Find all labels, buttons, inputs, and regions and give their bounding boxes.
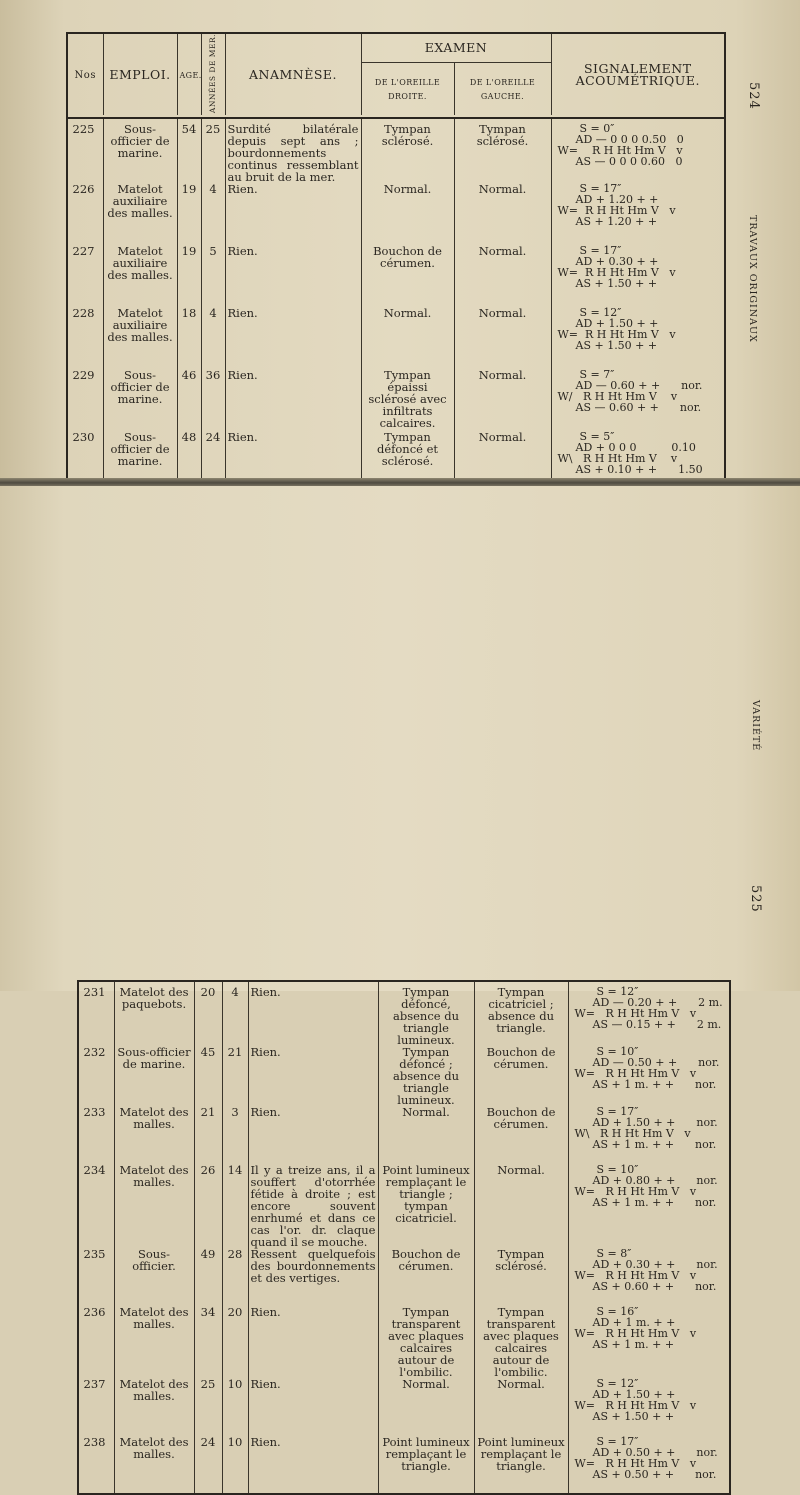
emploi-cell: Matelot des malles. (114, 1306, 194, 1378)
signalement-line: AS + 1.50 + + (592, 1410, 675, 1423)
signalement-line: W= R H Ht Hm V v (557, 204, 676, 218)
age-cell: 21 (194, 1106, 222, 1164)
annees-de-mer-cell: 10 (222, 1436, 248, 1494)
signalement-line: S = 12″ (596, 985, 639, 998)
oreille-gauche-cell: Normal. (474, 1378, 568, 1436)
annees-de-mer-cell: 10 (222, 1378, 248, 1436)
page-number-524: 524 (746, 82, 761, 110)
table-row (78, 981, 730, 1046)
audiometry-table-lower (77, 980, 731, 1495)
annees-de-mer-cell: 28 (222, 1248, 248, 1306)
row-number: 227 (72, 244, 95, 259)
age-cell: 45 (194, 1046, 222, 1106)
signalement-line: AS + 0.50 + + nor. (592, 1468, 717, 1481)
signalement-line: AS + 1 m. + + nor. (592, 1196, 717, 1209)
signalement-line: AD — 0.50 + + nor. (592, 1056, 720, 1069)
oreille-droite-cell: Normal. (378, 1106, 474, 1164)
oreille-droite-cell: Bouchon de cérumen. (378, 1248, 474, 1306)
signalement-line: S = 0″ (579, 122, 615, 136)
age-cell: 54 (177, 118, 201, 183)
table-row (78, 1306, 730, 1378)
age-cell: 26 (194, 1164, 222, 1248)
anamnese-cell: Rien. (225, 245, 361, 307)
annees-de-mer-cell: 24 (201, 431, 225, 493)
emploi-cell: Matelot des malles. (114, 1106, 194, 1164)
signalement-line: AS + 1 m. + + nor. (592, 1078, 717, 1091)
signalement-line: AD + 1.20 + + (575, 193, 659, 207)
signalement-line: AD + 0 0 0 0.10 (575, 441, 696, 455)
oreille-droite-cell: Tympan défoncé et sclérosé. (361, 431, 454, 493)
oreille-gauche-cell: Tympan sclérosé. (454, 118, 551, 183)
oreille-gauche-cell: Normal. (454, 369, 551, 431)
row-number: 229 (72, 368, 95, 383)
signalement-line: AD + 1.50 + + (592, 1388, 676, 1401)
table-header (67, 33, 725, 118)
anamnese-cell: Rien. (248, 1378, 378, 1436)
signalement-line: AS + 1.50 + + (575, 277, 658, 291)
row-number: 235 (83, 1247, 106, 1261)
signalement-line: AD + 1.50 + + nor. (592, 1116, 718, 1129)
oreille-droite-cell: Point lumineux remplaçant le triangle. (378, 1436, 474, 1494)
table-row (78, 1436, 730, 1494)
anamnese-cell: Surdité bilatérale depuis sept ans ; bourdonnements continus ressemblant au bruit de la mer. (225, 118, 361, 183)
signalement-cell (551, 118, 725, 183)
signalement-line: W= R H Ht Hm V v (557, 266, 676, 280)
row-number: 233 (83, 1105, 106, 1119)
annees-de-mer-cell: 4 (201, 307, 225, 369)
emploi-cell: Matelot auxiliaire des malles. (103, 245, 177, 307)
signalement-line: W= R H Ht Hm V v (574, 1269, 697, 1282)
age-cell: 20 (194, 981, 222, 1046)
emploi-cell: Matelot auxiliaire des malles. (103, 183, 177, 245)
signalement-cell (568, 1436, 730, 1494)
anamnese-cell: Il y a treize ans, il a souffert d'otorrhée fétide à droite ; est encore souvent enrhumé et dans ce cas l'or. dr. claque quand il se mouche. (248, 1164, 378, 1248)
anamnese-cell: Ressent quelquefois des bourdonnements et des vertiges. (248, 1248, 378, 1306)
signalement-line: W= R H Ht Hm V v (574, 1457, 697, 1470)
anamnese-cell: Rien. (248, 1106, 378, 1164)
anamnese-cell: Rien. (248, 1436, 378, 1494)
age-cell: 24 (194, 1436, 222, 1494)
signalement-line: S = 17″ (596, 1105, 639, 1118)
row-number: 225 (72, 122, 95, 137)
table-row (78, 1164, 730, 1248)
emploi-cell: Sous-officier de marine. (114, 1046, 194, 1106)
oreille-gauche-cell: Tympan sclérosé. (474, 1248, 568, 1306)
anamnese-cell: Rien. (248, 981, 378, 1046)
signalement-cell (568, 1106, 730, 1164)
signalement-line: AD + 1.50 + + (575, 317, 659, 331)
signalement-line: AS — 0.15 + + 2 m. (592, 1018, 722, 1031)
oreille-droite-cell: Point lumineux remplaçant le triangle ; tympan cicatriciel. (378, 1164, 474, 1248)
oreille-droite-cell: Tympan sclérosé. (361, 118, 454, 183)
table-row (67, 245, 725, 307)
row-number: 230 (72, 430, 95, 445)
annees-de-mer-cell: 20 (222, 1306, 248, 1378)
signalement-line: AD + 0.50 + + nor. (592, 1446, 718, 1459)
signalement-line: AD + 0.30 + + (575, 255, 659, 269)
oreille-gauche-cell: Normal. (474, 1164, 568, 1248)
signalement-cell (551, 307, 725, 369)
row-number: 237 (83, 1377, 106, 1391)
header-annees-de-mer: ANNÉES DE MER. (201, 33, 225, 115)
row-number: 226 (72, 182, 95, 197)
oreille-droite-cell: Tympan défoncé ; absence du triangle lumineux. (378, 1046, 474, 1106)
row-number: 236 (83, 1305, 106, 1319)
oreille-droite-cell: Tympan épaissi sclérosé avec infiltrats calcaires. (361, 369, 454, 431)
running-head-variete: VARIÉTÉ (750, 700, 761, 752)
age-cell: 18 (177, 307, 201, 369)
row-number: 234 (83, 1163, 106, 1177)
oreille-gauche-cell: Tympan cicatriciel ; absence du triangle. (474, 981, 568, 1046)
age-cell: 49 (194, 1248, 222, 1306)
table-row (78, 1106, 730, 1164)
annees-de-mer-cell: 4 (222, 981, 248, 1046)
header-emploi: EMPLOI. (103, 33, 177, 115)
signalement-line: S = 5″ (579, 430, 615, 444)
header-anamnese: ANAMNÈSE. (225, 33, 361, 115)
signalement-line: W= R H Ht Hm V v (574, 1327, 697, 1340)
oreille-droite-cell: Tympan défoncé, absence du triangle lumineux. (378, 981, 474, 1046)
annees-de-mer-cell: 36 (201, 369, 225, 431)
signalement-cell (551, 245, 725, 307)
table-row (78, 1378, 730, 1436)
table-body-lower (78, 981, 730, 1494)
signalement-line: S = 17″ (579, 244, 622, 258)
oreille-droite-cell: Normal. (361, 183, 454, 245)
signalement-line: S = 10″ (596, 1163, 639, 1176)
signalement-line: S = 12″ (596, 1377, 639, 1390)
emploi-cell: Sous-officier. (114, 1248, 194, 1306)
signalement-line: AS + 1 m. + + (592, 1338, 675, 1351)
oreille-gauche-cell: Normal. (454, 431, 551, 493)
table-row (67, 369, 725, 431)
header-age: AGE. (177, 33, 201, 115)
signalement-line: W= R H Ht Hm V v (574, 1007, 697, 1020)
signalement-line: W= R H Ht Hm V v (574, 1185, 697, 1198)
header-signalement: SIGNALEMENT ACOUMÉTRIQUE. (551, 33, 725, 115)
annees-de-mer-cell: 5 (201, 245, 225, 307)
emploi-cell: Sous-officier de marine. (103, 369, 177, 431)
audiometry-table-upper (66, 32, 726, 493)
emploi-cell: Matelot des paquebots. (114, 981, 194, 1046)
table-row (67, 183, 725, 245)
signalement-cell (568, 1378, 730, 1436)
lower-page (0, 486, 800, 1481)
signalement-line: W= R H Ht Hm V v (557, 144, 683, 158)
signalement-cell (568, 1248, 730, 1306)
table-row (67, 307, 725, 369)
signalement-line: AD — 0 0 0 0.50 0 (575, 133, 684, 147)
signalement-line: W\ R H Ht Hm V v (557, 452, 678, 466)
oreille-gauche-cell: Bouchon de cérumen. (474, 1046, 568, 1106)
oreille-gauche-cell: Normal. (454, 307, 551, 369)
table-body-upper (67, 118, 725, 493)
signalement-line: W= R H Ht Hm V v (574, 1067, 697, 1080)
oreille-gauche-cell: Bouchon de cérumen. (474, 1106, 568, 1164)
age-cell: 48 (177, 431, 201, 493)
signalement-line: W= R H Ht Hm V v (574, 1399, 697, 1412)
signalement-cell (568, 1164, 730, 1248)
header-nos: Nos (74, 69, 96, 81)
row-number: 232 (83, 1045, 106, 1059)
running-head-travaux: TRAVAUX ORIGINAUX (747, 215, 758, 343)
age-cell: 19 (177, 183, 201, 245)
signalement-line: AS + 1.20 + + (575, 215, 658, 229)
signalement-line: S = 7″ (579, 368, 615, 382)
table-row (78, 1046, 730, 1106)
signalement-line: W\ R H Ht Hm V v (574, 1127, 691, 1140)
signalement-line: AD + 1 m. + + (592, 1316, 676, 1329)
signalement-cell (568, 1046, 730, 1106)
annees-de-mer-cell: 4 (201, 183, 225, 245)
oreille-gauche-cell: Normal. (454, 183, 551, 245)
signalement-line: AS — 0.60 + + nor. (575, 401, 702, 415)
signalement-line: W= R H Ht Hm V v (557, 328, 676, 342)
signalement-line: S = 17″ (579, 182, 622, 196)
signalement-line: S = 10″ (596, 1045, 639, 1058)
oreille-droite-cell: Tympan transparent avec plaques calcaires autour de l'ombilic. (378, 1306, 474, 1378)
signalement-cell (568, 1306, 730, 1378)
anamnese-cell: Rien. (225, 183, 361, 245)
row-number: 238 (83, 1435, 106, 1449)
emploi-cell: Sous-officier de marine. (103, 431, 177, 493)
oreille-droite-cell: Normal. (361, 307, 454, 369)
signalement-line: S = 12″ (579, 306, 622, 320)
signalement-line: S = 16″ (596, 1305, 639, 1318)
signalement-line: AS + 1 m. + + nor. (592, 1138, 717, 1151)
signalement-cell (551, 369, 725, 431)
oreille-droite-cell: Normal. (378, 1378, 474, 1436)
oreille-gauche-cell: Tympan transparent avec plaques calcaires autour de l'ombilic. (474, 1306, 568, 1378)
table-row (78, 1248, 730, 1306)
signalement-line: AS + 0.10 + + 1.50 (575, 463, 703, 477)
signalement-line: AS + 1.50 + + (575, 339, 658, 353)
signalement-line: AS + 0.60 + + nor. (592, 1280, 717, 1293)
signalement-line: S = 17″ (596, 1435, 639, 1448)
upper-page (0, 0, 800, 482)
row-number: 228 (72, 306, 95, 321)
oreille-droite-cell: Bouchon de cérumen. (361, 245, 454, 307)
oreille-gauche-cell: Point lumineux remplaçant le triangle. (474, 1436, 568, 1494)
emploi-cell: Matelot auxiliaire des malles. (103, 307, 177, 369)
anamnese-cell: Rien. (248, 1306, 378, 1378)
header-oreille-gauche: DE L'OREILLE GAUCHE. (454, 62, 551, 115)
signalement-line: W/ R H Ht Hm V v (557, 390, 678, 404)
emploi-cell: Matelot des malles. (114, 1378, 194, 1436)
anamnese-cell: Rien. (225, 369, 361, 431)
signalement-line: AD — 0.60 + + nor. (575, 379, 703, 393)
signalement-line: AD + 0.30 + + nor. (592, 1258, 718, 1271)
signalement-line: AD — 0.20 + + 2 m. (592, 996, 723, 1009)
age-cell: 19 (177, 245, 201, 307)
age-cell: 46 (177, 369, 201, 431)
anamnese-cell: Rien. (225, 307, 361, 369)
signalement-line: AD + 0.80 + + nor. (592, 1174, 718, 1187)
signalement-cell (551, 183, 725, 245)
age-cell: 25 (194, 1378, 222, 1436)
header-examen: EXAMEN (361, 33, 551, 62)
annees-de-mer-cell: 21 (222, 1046, 248, 1106)
age-cell: 34 (194, 1306, 222, 1378)
oreille-gauche-cell: Normal. (454, 245, 551, 307)
emploi-cell: Matelot des malles. (114, 1164, 194, 1248)
row-number: 231 (83, 985, 106, 999)
emploi-cell: Sous-officier de marine. (103, 118, 177, 183)
header-oreille-droite: DE L'OREILLE DROITE. (361, 62, 454, 115)
emploi-cell: Matelot des malles. (114, 1436, 194, 1494)
annees-de-mer-cell: 3 (222, 1106, 248, 1164)
anamnese-cell: Rien. (248, 1046, 378, 1106)
signalement-line: AS — 0 0 0 0.60 0 (575, 155, 683, 169)
annees-de-mer-cell: 25 (201, 118, 225, 183)
table-row (67, 118, 725, 183)
annees-de-mer-cell: 14 (222, 1164, 248, 1248)
anamnese-cell: Rien. (225, 431, 361, 493)
page-number-525: 525 (748, 885, 763, 913)
signalement-line: S = 8″ (596, 1247, 632, 1260)
signalement-cell (568, 981, 730, 1046)
